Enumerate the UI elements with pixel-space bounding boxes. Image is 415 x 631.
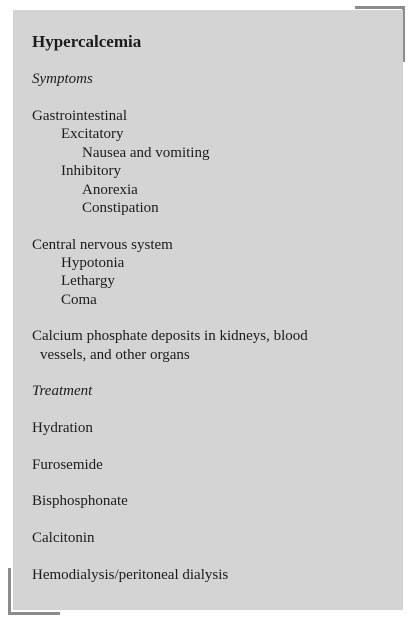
symptom-item: Hypotonia: [61, 255, 125, 271]
corner-mark-bottom-left: [8, 612, 60, 615]
box-title: Hypercalcemia: [32, 32, 142, 51]
treatment-item: Hydration: [32, 420, 93, 436]
treatment-item: Hemodialysis/peritoneal dialysis: [32, 567, 229, 583]
gastrointestinal-label: Gastrointestinal: [32, 108, 127, 124]
treatment-heading: Treatment: [32, 383, 93, 399]
inhibitory-label: Inhibitory: [61, 163, 121, 179]
symptom-item: Constipation: [82, 200, 159, 216]
corner-mark-bottom-left-vertical: [8, 568, 11, 615]
excitatory-label: Excitatory: [61, 126, 124, 142]
symptom-item: Coma: [61, 292, 97, 308]
calcium-deposits-line2: vessels, and other organs: [40, 347, 190, 363]
symptom-item: Nausea and vomiting: [82, 145, 210, 161]
symptom-item: Lethargy: [61, 273, 115, 289]
symptoms-heading: Symptoms: [32, 71, 93, 87]
treatment-item: Furosemide: [32, 457, 103, 473]
calcium-deposits-line1: Calcium phosphate deposits in kidneys, blood: [32, 328, 308, 344]
hypercalcemia-box: [13, 10, 403, 610]
treatment-item: Calcitonin: [32, 530, 95, 546]
corner-mark-top-right: [355, 6, 405, 9]
symptom-item: Anorexia: [82, 182, 138, 198]
cns-label: Central nervous system: [32, 237, 173, 253]
treatment-item: Bisphosphonate: [32, 493, 128, 509]
